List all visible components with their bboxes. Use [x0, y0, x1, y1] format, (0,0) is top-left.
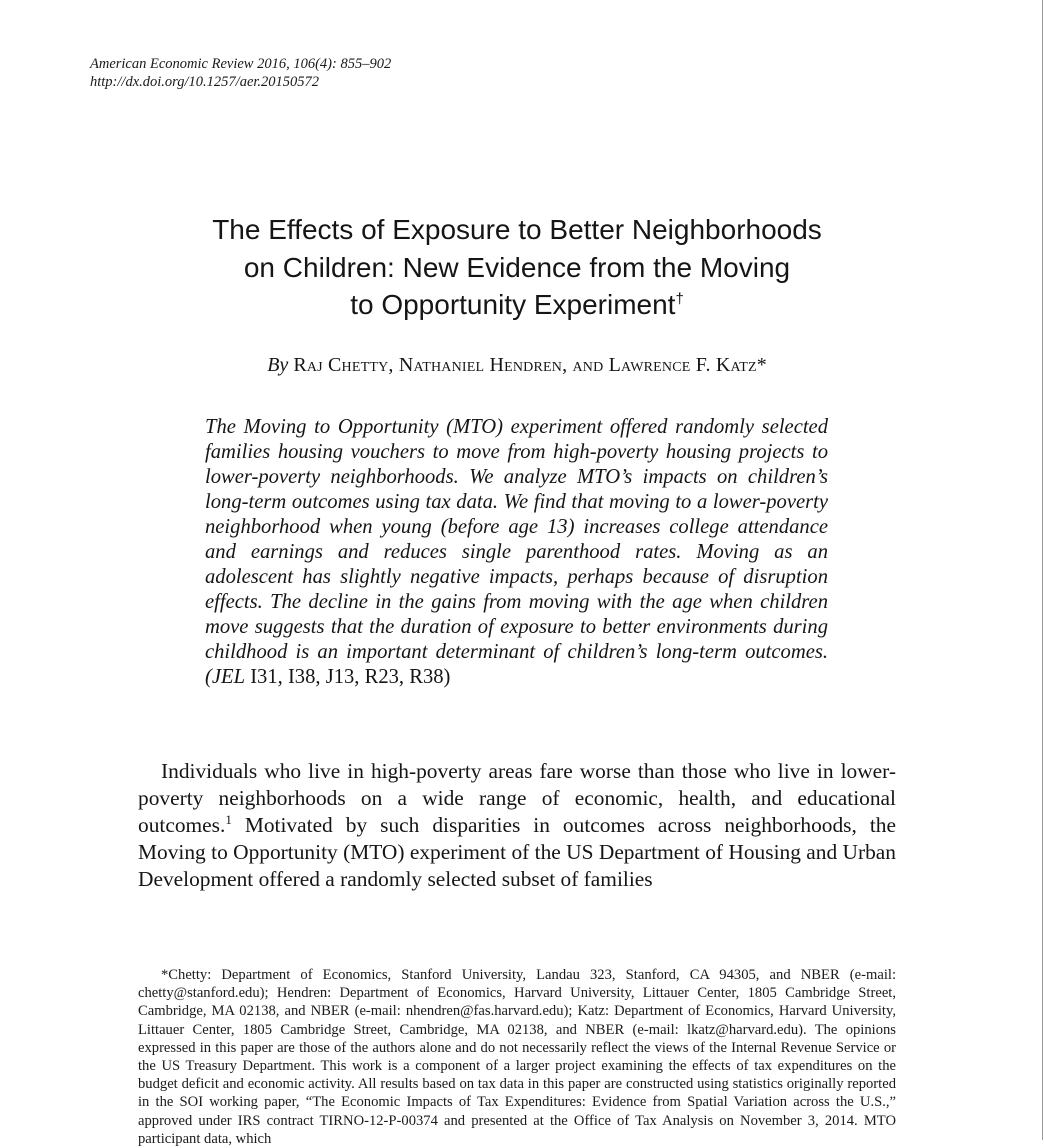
footnote-text: *Chetty: Department of Economics, Stanford University, Landau 323, Stanford, CA 94305, and NBER (e-mail: chetty@stanford.edu); Hendren: Department of Economics, Harvard University, Littauer Center, 1805 Cambridge Street, Cambridge, MA 02138, and NBER (e-mail: nhendren@fas.harvard.edu); Katz: Department of Economics, Harvard University, Littauer Center, 1805 Cambridge Street, Cambridge, MA 02138, and NBER (e-mail: lkatz@harvard.edu). The opinions expressed in this paper are those of the authors alone and do not necessarily reflect the views of the Internal Revenue Service or the US Treasury Department. This work is a component of a larger project examining the effects of tax expenditures on the budget deficit and economic activity. All results based on tax data in this paper are constructed using statistics originally reported in the SOI working paper, “The Economic Impacts of Tax Expenditures: Evidence from Spatial Variation across the U.S.,” approved under IRS contract TIRNO-12-P-00374 and presented at the Office of Tax Analysis on November 3, 2014. MTO participant data, which: [138, 967, 896, 1147]
author-footnote: [138, 966, 896, 1148]
abstract-text: The Moving to Opportunity (MTO) experiment offered randomly selected families housing vouchers to move from high-poverty housing projects to lower-poverty neighborhoods. We analyze MTO’s impacts on children’s long-term outcomes using tax data. We find that moving to a lower-poverty neighborhood when young (before age 13) increases college attendance and earnings and reduces single parenthood rates. Moving as an adolescent has slightly negative impacts, perhaps because of disruption effects. The decline in the gains from moving with the age when children move suggests that the duration of exposure to better environments during childhood is an important determinant of children’s long-term outcomes. (: [205, 416, 828, 688]
abstract: [205, 415, 828, 690]
body-part-1: Individuals who live in high-poverty areas fare worse than those who live in lower-poverty neighborhoods on a wide range of economic, health, and educational outcomes.: [138, 759, 896, 837]
body-paragraph: [138, 758, 896, 893]
paper-title: [0, 211, 1034, 324]
title-dagger-note[interactable]: †: [675, 290, 684, 308]
author-footnote-star[interactable]: *: [756, 354, 767, 376]
intro-paragraph: [138, 758, 896, 893]
author-names: Raj Chetty, Nathaniel Hendren, and Lawrence F. Katz: [293, 354, 757, 376]
byline-prefix: By: [267, 354, 289, 376]
title-line-2: on Children: New Evidence from the Moving: [243, 251, 791, 283]
journal-citation: American Economic Review 2016, 106(4): 855–902: [90, 56, 392, 72]
journal-header: [90, 55, 391, 91]
footnote-ref-1[interactable]: 1: [225, 811, 232, 827]
author-byline: [0, 352, 1034, 378]
jel-label: JEL: [211, 666, 246, 688]
title-line-3-text: to Opportunity Experiment: [350, 289, 676, 320]
title-line-1: The Effects of Exposure to Better Neighborhoods: [212, 214, 822, 245]
jel-codes: I31, I38, J13, R23, R38): [245, 666, 451, 688]
body-part-2: Motivated by such disparities in outcomes across neighborhoods, the Moving to Opportunity (MTO) experiment of the US Department of Housing and Urban Development offered a randomly selected subset of families: [138, 813, 896, 891]
title-line-3: [0, 286, 1034, 324]
doi-link[interactable]: http://dx.doi.org/10.1257/aer.20150572: [90, 74, 320, 90]
